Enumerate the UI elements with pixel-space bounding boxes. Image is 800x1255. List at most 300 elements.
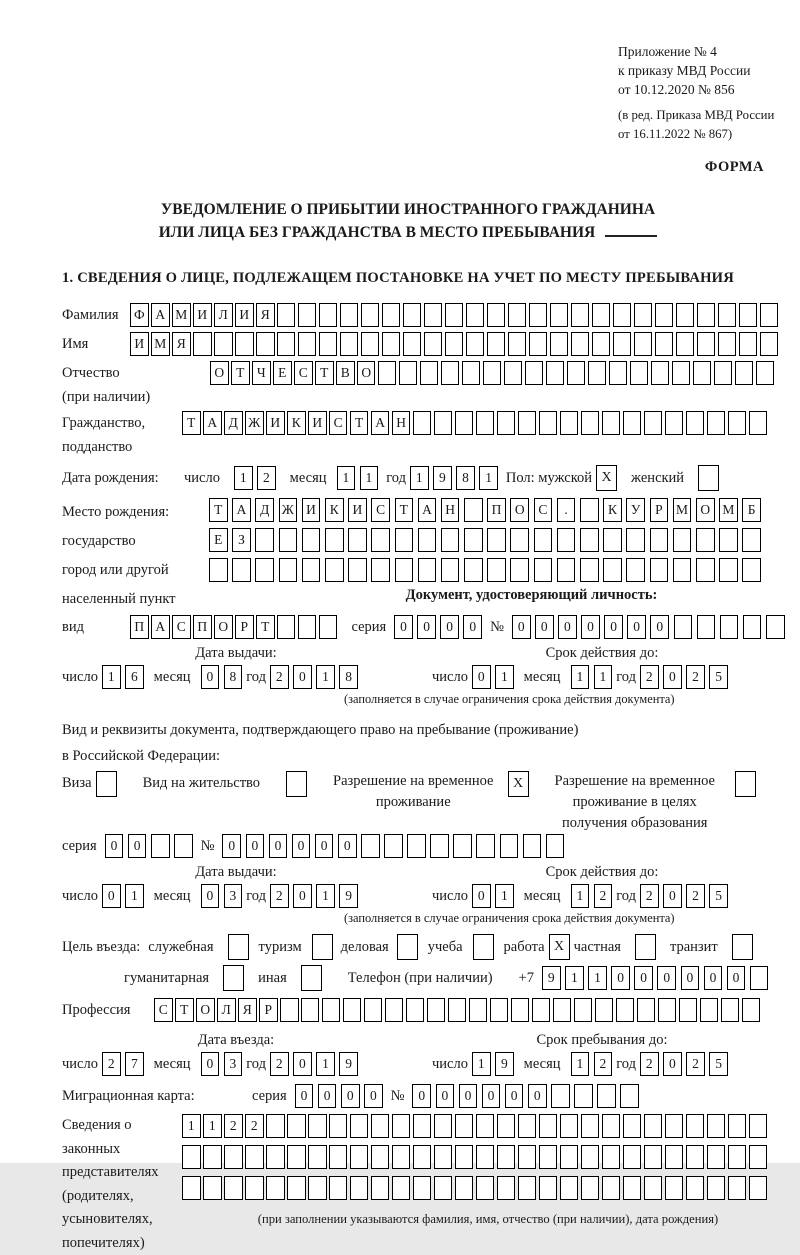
- char-cell: 0: [663, 665, 682, 689]
- char-cell: [532, 998, 551, 1022]
- char-cell: [560, 411, 579, 435]
- birthplace-label: Место рождения: государство город или другой: [62, 504, 170, 579]
- char-cell: [518, 1145, 537, 1169]
- char-cell: К: [603, 498, 622, 522]
- char-cell: [634, 332, 653, 356]
- char-cell: [329, 1176, 348, 1200]
- char-cell: [735, 361, 754, 385]
- permit-series-boxes: [105, 834, 193, 858]
- purpose-private-label: частная: [573, 939, 621, 956]
- title-line-2: ИЛИ ЛИЦА БЕЗ ГРАЖДАНСТВА В МЕСТО ПРЕБЫВАНИЯ: [158, 224, 596, 242]
- char-cell: 1: [479, 466, 498, 490]
- char-cell: [279, 528, 298, 552]
- char-cell: 0: [535, 615, 554, 639]
- birth-day-boxes: [234, 466, 276, 490]
- char-cell: [384, 834, 403, 858]
- char-cell: 6: [125, 665, 144, 689]
- char-cell: 2: [640, 1052, 659, 1076]
- char-cell: [620, 1084, 639, 1108]
- char-cell: 0: [295, 1084, 314, 1108]
- char-cell: .: [557, 498, 576, 522]
- char-cell: [630, 361, 649, 385]
- char-cell: [511, 998, 530, 1022]
- checkbox-visa: [96, 771, 117, 797]
- char-cell: [203, 1145, 222, 1169]
- doc-valid-day-boxes: [472, 665, 514, 689]
- doc-issue-year-boxes: [270, 665, 358, 689]
- char-cell: [550, 303, 569, 327]
- char-cell: [613, 332, 632, 356]
- char-cell: К: [287, 411, 306, 435]
- char-cell: С: [534, 498, 553, 522]
- representatives-boxes-row3: [182, 1176, 794, 1200]
- citizenship-boxes: [182, 411, 767, 435]
- birthplace-boxes-row3: [209, 558, 761, 582]
- char-cell: [424, 303, 443, 327]
- permit-issue-day-boxes: [102, 884, 144, 908]
- char-cell: О: [696, 498, 715, 522]
- char-cell: [508, 303, 527, 327]
- char-cell: Д: [224, 411, 243, 435]
- char-cell: [441, 528, 460, 552]
- char-cell: [266, 1176, 285, 1200]
- char-cell: [766, 615, 785, 639]
- char-cell: [581, 1114, 600, 1138]
- arrival-notification-form: Приложение № 4 к приказу МВД России от 10.12.2020 № 856 (в ред. Приказа МВД России от 16.11.2022 № 867) ФОРМА УВЕДОМЛЕНИЕ О ПРИБЫТИИ ИНОСТРАННОГО ГРАЖДАНИНА ИЛИ ЛИЦА БЕЗ ГРАЖДАНСТВА В МЕСТО ПРЕБЫВАНИЯ 1. СВЕДЕНИЯ О ЛИЦЕ, ПОДЛЕЖАЩЕМ ПОСТАНОВКЕ НА УЧЕТ ПО МЕСТУ ПРЕБЫВАНИЯ Фамилия Ф А М И Л И Я Имя И М Я Отчество (при наличии) О Т Ч Е С Т В О Гражданство, подданство Т А Д Ж И К И С Т А Н Дата рождения: число 1 2 месяц 1 1 год 1 9 8 1 Пол: мужской X женский Место рождения: государство город или другой Т А Д Ж И К И С Т А Н П О С . К У Р М О М Б Е З населенный пункт Документ, удостоверяющий личность: вид П А С П О Р Т серия 0 0 0 0 № 0 0 0 0 0 0 0 Дата выдачи: число 1 6 месяц 0 8 год 2 0 1 8 Срок действия до: число 0 1 месяц 1 1 год 2 0 2 5 (заполняется в случае ограничения срока действия документа) Вид и реквизиты документа, подтверждающего право на пребывание (проживание) в Российской Федерации: Виза Вид на жительство Разрешение на временное проживание X Разрешение на временное проживание в целях получения образования серия 0 0 № 0 0 0 0 0 0 Дата выдачи: число 0 1 месяц 0 3 год 2 0 1 9 Срок действия до: число 0 1 месяц 1 2 год 2 0 2 5 (заполняется в случае ограничения срока действия документа) Цель въезда: служебная туризм деловая учеба работа X частная транзит гуманитарная иная Телефон (при наличии) +7 9 1 1 0 0 0 0 0 0 Профессия С Т О Л Я Р Дата въезда: число 2 7 месяц 0 3 год 2 0 1 9 Срок пребывания до: число 1 9 месяц 1 2 год 2 0 2 5 Миграционная карта: серия 0 0 0 0 № 0 0 0 0 0 0 Сведения о законных представителях (родителях, усыновителях, попечителях) 1 1 2 2 (при заполнении указываются фамилия, имя, отчество (при наличии), дата рождения): [0, 0, 800, 1163]
- char-cell: [319, 615, 338, 639]
- char-cell: 2: [270, 1052, 289, 1076]
- char-cell: В: [336, 361, 355, 385]
- char-cell: [756, 361, 775, 385]
- birth-month-boxes: [337, 466, 379, 490]
- char-cell: [466, 303, 485, 327]
- char-cell: [697, 615, 716, 639]
- char-cell: 0: [201, 1052, 220, 1076]
- char-cell: 1: [571, 1052, 590, 1076]
- char-cell: К: [325, 498, 344, 522]
- char-cell: А: [418, 498, 437, 522]
- char-cell: 9: [339, 884, 358, 908]
- char-cell: 0: [650, 615, 669, 639]
- char-cell: 3: [224, 1052, 243, 1076]
- char-cell: [350, 1145, 369, 1169]
- char-cell: [174, 834, 193, 858]
- char-cell: [623, 1176, 642, 1200]
- section-1-heading: 1. СВЕДЕНИЯ О ЛИЦЕ, ПОДЛЕЖАЩЕМ ПОСТАНОВКЕ НА УЧЕТ ПО МЕСТУ ПРЕБЫВАНИЯ: [62, 270, 734, 287]
- char-cell: [322, 998, 341, 1022]
- char-cell: Н: [392, 411, 411, 435]
- char-cell: [418, 558, 437, 582]
- char-cell: [728, 1114, 747, 1138]
- char-cell: [350, 1176, 369, 1200]
- char-cell: [749, 1176, 768, 1200]
- birthplace-boxes-row1: [209, 498, 761, 522]
- char-cell: [718, 332, 737, 356]
- char-cell: 0: [102, 884, 121, 908]
- char-cell: [361, 303, 380, 327]
- char-cell: [567, 361, 586, 385]
- char-cell: [469, 998, 488, 1022]
- char-cell: [665, 1145, 684, 1169]
- char-cell: 0: [472, 665, 491, 689]
- char-cell: 2: [594, 1052, 613, 1076]
- migration-series-boxes: [295, 1084, 383, 1108]
- char-cell: [434, 411, 453, 435]
- char-cell: [371, 1176, 390, 1200]
- birthplace-label-4: населенный пункт: [62, 591, 176, 608]
- char-cell: [371, 528, 390, 552]
- char-cell: 0: [463, 615, 482, 639]
- char-cell: П: [130, 615, 149, 639]
- char-cell: [739, 303, 758, 327]
- char-cell: Л: [217, 998, 236, 1022]
- char-cell: [497, 1114, 516, 1138]
- char-cell: [392, 1114, 411, 1138]
- char-cell: 0: [341, 1084, 360, 1108]
- doc-valid-month-boxes: [571, 665, 613, 689]
- char-cell: [413, 1145, 432, 1169]
- char-cell: А: [151, 615, 170, 639]
- char-cell: [560, 1176, 579, 1200]
- char-cell: [742, 558, 761, 582]
- char-cell: Р: [235, 615, 254, 639]
- char-cell: З: [232, 528, 251, 552]
- char-cell: [574, 998, 593, 1022]
- purpose-humanitarian-label: гуманитарная: [124, 970, 210, 987]
- char-cell: [395, 558, 414, 582]
- char-cell: [407, 834, 426, 858]
- given-name-label: Имя: [62, 336, 89, 353]
- char-cell: [487, 332, 506, 356]
- char-cell: Р: [650, 498, 669, 522]
- limited-validity-note-2: (заполняется в случае ограничения срока действия документа): [344, 911, 675, 926]
- char-cell: 2: [245, 1114, 264, 1138]
- doc-type-label: вид: [62, 619, 84, 636]
- sex-male-label: Пол: мужской: [505, 470, 593, 487]
- char-cell: 0: [459, 1084, 478, 1108]
- char-cell: [686, 411, 705, 435]
- char-cell: [308, 1145, 327, 1169]
- char-cell: Я: [256, 303, 275, 327]
- char-cell: 2: [686, 884, 705, 908]
- char-cell: [739, 332, 758, 356]
- patronymic-boxes: [210, 361, 774, 385]
- char-cell: О: [196, 998, 215, 1022]
- char-cell: [597, 1084, 616, 1108]
- char-cell: [700, 998, 719, 1022]
- char-cell: [518, 411, 537, 435]
- char-cell: [476, 411, 495, 435]
- char-cell: [626, 528, 645, 552]
- char-cell: [280, 998, 299, 1022]
- char-cell: [403, 332, 422, 356]
- checkbox-purpose-work: [549, 934, 570, 960]
- char-cell: 0: [634, 966, 653, 990]
- char-cell: Т: [182, 411, 201, 435]
- char-cell: [298, 303, 317, 327]
- citizenship-label: Гражданство, подданство: [62, 415, 146, 456]
- char-cell: [696, 558, 715, 582]
- char-cell: [673, 528, 692, 552]
- month-label: месяц: [289, 470, 327, 487]
- char-cell: 0: [293, 884, 312, 908]
- residence-doc-line1: Вид и реквизиты документа, подтверждающего право на пребывание (проживание): [62, 722, 579, 739]
- char-cell: [637, 998, 656, 1022]
- char-cell: X: [508, 771, 529, 797]
- char-cell: [560, 1114, 579, 1138]
- char-cell: [266, 1145, 285, 1169]
- char-cell: [464, 558, 483, 582]
- series-label: серия: [351, 619, 387, 636]
- char-cell: 1: [234, 466, 253, 490]
- char-cell: 0: [128, 834, 147, 858]
- char-cell: 0: [727, 966, 746, 990]
- char-cell: [371, 1145, 390, 1169]
- char-cell: [553, 998, 572, 1022]
- char-cell: [674, 615, 693, 639]
- stay-month-boxes: [571, 1052, 613, 1076]
- representatives-boxes-row2: [182, 1145, 794, 1169]
- char-cell: [413, 411, 432, 435]
- char-cell: [557, 528, 576, 552]
- char-cell: Т: [175, 998, 194, 1022]
- char-cell: [679, 998, 698, 1022]
- char-cell: [420, 361, 439, 385]
- surname-boxes: [130, 303, 778, 327]
- char-cell: [255, 528, 274, 552]
- char-cell: [308, 1114, 327, 1138]
- char-cell: [592, 332, 611, 356]
- char-cell: [329, 1114, 348, 1138]
- char-cell: 5: [709, 665, 728, 689]
- char-cell: [534, 558, 553, 582]
- char-cell: 0: [293, 1052, 312, 1076]
- stay-year-boxes: [640, 1052, 728, 1076]
- char-cell: [603, 528, 622, 552]
- char-cell: [277, 332, 296, 356]
- char-cell: [644, 411, 663, 435]
- char-cell: 0: [440, 615, 459, 639]
- char-cell: Я: [172, 332, 191, 356]
- char-cell: [595, 998, 614, 1022]
- char-cell: 0: [436, 1084, 455, 1108]
- char-cell: [96, 771, 117, 797]
- purpose-study-label: учеба: [427, 939, 463, 956]
- char-cell: 0: [293, 665, 312, 689]
- char-cell: [529, 332, 548, 356]
- doc-dates-block: Дата выдачи: число 1 6 месяц 0 8 год 2 0 1 8 Срок действия до: число 0 1 месяц 1 1 год 2 0 2 5: [62, 645, 794, 689]
- checkbox-purpose-transit: [732, 934, 753, 960]
- char-cell: П: [487, 498, 506, 522]
- char-cell: 1: [594, 665, 613, 689]
- char-cell: [518, 1114, 537, 1138]
- char-cell: [445, 303, 464, 327]
- char-cell: 0: [482, 1084, 501, 1108]
- limited-validity-note: (заполняется в случае ограничения срока действия документа): [344, 692, 675, 707]
- char-cell: [650, 528, 669, 552]
- purpose-official-label: служебная: [148, 939, 214, 956]
- char-cell: [580, 558, 599, 582]
- char-cell: С: [329, 411, 348, 435]
- char-cell: [735, 771, 756, 797]
- char-cell: [574, 1084, 593, 1108]
- char-cell: [749, 411, 768, 435]
- char-cell: 0: [222, 834, 241, 858]
- char-cell: 0: [611, 966, 630, 990]
- char-cell: С: [371, 498, 390, 522]
- char-cell: [399, 361, 418, 385]
- char-cell: [581, 411, 600, 435]
- char-cell: 2: [270, 665, 289, 689]
- checkbox-purpose-private: [635, 934, 656, 960]
- char-cell: [466, 332, 485, 356]
- char-cell: X: [596, 465, 617, 491]
- char-cell: 0: [512, 615, 531, 639]
- profession-label: Профессия: [62, 1002, 131, 1019]
- char-cell: Ж: [279, 498, 298, 522]
- char-cell: 0: [704, 966, 723, 990]
- char-cell: [378, 361, 397, 385]
- char-cell: [742, 998, 761, 1022]
- char-cell: 5: [709, 884, 728, 908]
- char-cell: И: [308, 411, 327, 435]
- representatives-boxes-block: [182, 1114, 794, 1227]
- document-header: [618, 42, 794, 143]
- valid-until-heading: Срок действия до:: [545, 645, 659, 662]
- char-cell: [696, 528, 715, 552]
- char-cell: У: [626, 498, 645, 522]
- char-cell: [686, 1176, 705, 1200]
- char-cell: О: [510, 498, 529, 522]
- char-cell: [455, 411, 474, 435]
- issue-date-heading: Дата выдачи:: [195, 645, 277, 662]
- char-cell: 0: [604, 615, 623, 639]
- representatives-boxes-row1: [182, 1114, 794, 1138]
- char-cell: [518, 1176, 537, 1200]
- permit-issue-year-boxes: [270, 884, 358, 908]
- char-cell: М: [673, 498, 692, 522]
- char-cell: [707, 1176, 726, 1200]
- checkbox-purpose-tourism: [312, 934, 333, 960]
- char-cell: 1: [316, 665, 335, 689]
- char-cell: 0: [246, 834, 265, 858]
- purpose-label: Цель въезда:: [62, 939, 141, 956]
- char-cell: [760, 303, 779, 327]
- char-cell: 1: [571, 884, 590, 908]
- char-cell: [301, 998, 320, 1022]
- char-cell: [455, 1145, 474, 1169]
- char-cell: [245, 1176, 264, 1200]
- char-cell: [508, 332, 527, 356]
- char-cell: [650, 558, 669, 582]
- char-cell: [151, 834, 170, 858]
- purpose-work-label: работа: [503, 939, 545, 956]
- char-cell: [658, 998, 677, 1022]
- char-cell: [223, 965, 244, 991]
- char-cell: Н: [441, 498, 460, 522]
- char-cell: [301, 965, 322, 991]
- purpose-transit-label: транзит: [669, 939, 718, 956]
- migration-number-boxes: [412, 1084, 638, 1108]
- char-cell: [441, 558, 460, 582]
- char-cell: 2: [686, 665, 705, 689]
- char-cell: [719, 558, 738, 582]
- char-cell: 0: [201, 884, 220, 908]
- entry-date-heading: Дата въезда:: [197, 1032, 275, 1049]
- char-cell: [686, 1114, 705, 1138]
- char-cell: [312, 934, 333, 960]
- char-cell: Т: [256, 615, 275, 639]
- char-cell: [732, 934, 753, 960]
- char-cell: [209, 558, 228, 582]
- char-cell: Е: [273, 361, 292, 385]
- checkbox-purpose-other: [301, 965, 322, 991]
- char-cell: [720, 615, 739, 639]
- char-cell: [232, 558, 251, 582]
- char-cell: [602, 1114, 621, 1138]
- char-cell: [609, 361, 628, 385]
- doc-issue-month-boxes: [201, 665, 243, 689]
- char-cell: [325, 528, 344, 552]
- char-cell: [721, 998, 740, 1022]
- char-cell: [497, 411, 516, 435]
- char-cell: [319, 332, 338, 356]
- char-cell: 0: [581, 615, 600, 639]
- doc-number-boxes: [512, 615, 785, 639]
- char-cell: [707, 1114, 726, 1138]
- char-cell: [214, 332, 233, 356]
- char-cell: [616, 998, 635, 1022]
- char-cell: [592, 303, 611, 327]
- sex-female-label: женский: [631, 470, 685, 487]
- entry-dates-block: Дата въезда: число 2 7 месяц 0 3 год 2 0 1 9 Срок пребывания до: число 1 9 месяц 1 2 год 2 0 2 5: [62, 1032, 794, 1076]
- char-cell: И: [302, 498, 321, 522]
- char-cell: [364, 998, 383, 1022]
- char-cell: [453, 834, 472, 858]
- char-cell: [588, 361, 607, 385]
- profession-boxes: [154, 998, 760, 1022]
- header-line: к приказу МВД России: [618, 63, 751, 79]
- char-cell: [424, 332, 443, 356]
- char-cell: [665, 1114, 684, 1138]
- char-cell: И: [193, 303, 212, 327]
- char-cell: Ж: [245, 411, 264, 435]
- char-cell: [523, 834, 542, 858]
- char-cell: 2: [270, 884, 289, 908]
- given-name-boxes: [130, 332, 778, 356]
- char-cell: 0: [505, 1084, 524, 1108]
- identity-document-heading: Документ, удостоверяющий личность:: [405, 587, 658, 604]
- checkbox-residence-permit: [286, 771, 307, 797]
- char-cell: П: [193, 615, 212, 639]
- char-cell: [228, 934, 249, 960]
- char-cell: М: [719, 498, 738, 522]
- char-cell: [445, 332, 464, 356]
- char-cell: [266, 1114, 285, 1138]
- char-cell: [580, 498, 599, 522]
- char-cell: 2: [640, 884, 659, 908]
- checkbox-purpose-business: [397, 934, 418, 960]
- char-cell: [581, 1145, 600, 1169]
- purpose-tourism-label: туризм: [258, 939, 302, 956]
- char-cell: 8: [224, 665, 243, 689]
- char-cell: [302, 558, 321, 582]
- char-cell: 1: [472, 1052, 491, 1076]
- char-cell: [329, 1145, 348, 1169]
- permit-number-boxes: [222, 834, 564, 858]
- char-cell: [673, 558, 692, 582]
- permit-valid-day-boxes: [472, 884, 514, 908]
